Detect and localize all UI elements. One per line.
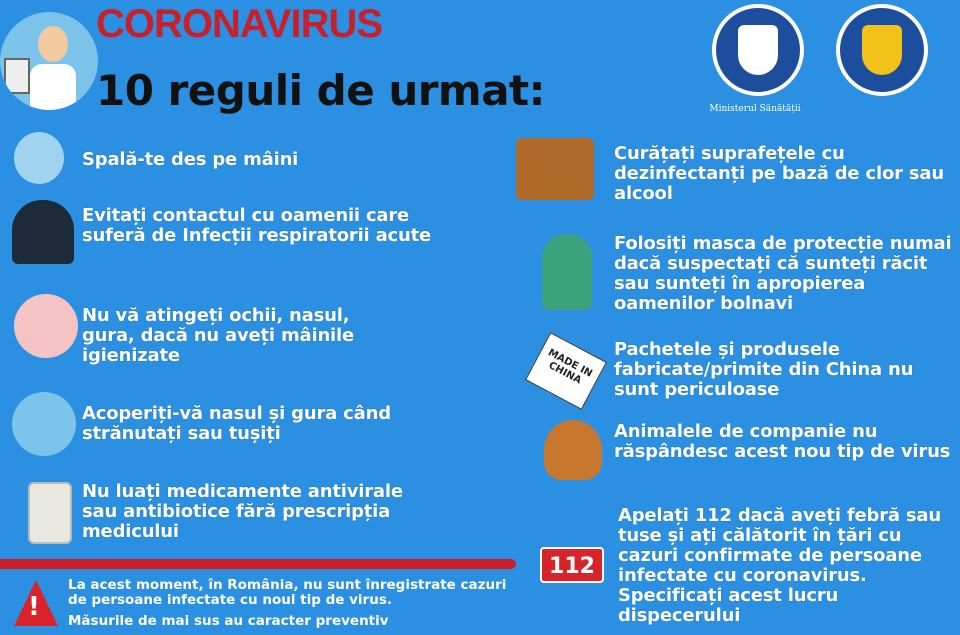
rule-text: Apelați 112 dacă aveți febră sau tuse și ați călătorit în țări cu cazuri confirmate de persoane infectate cu coronavirus. Specificați acest lucru dispecerului: [618, 505, 941, 626]
sneezing-child-icon: [14, 294, 78, 358]
page-title: CORONAVIRUS: [96, 2, 383, 46]
cleaning-child-icon: [516, 138, 594, 200]
sick-person-icon: [12, 200, 74, 264]
coughing-man-icon: [12, 392, 76, 456]
phone-112-icon: 112: [540, 547, 604, 583]
ministry-label: Ministerul Sănătății: [709, 104, 801, 114]
rule-text: Spală-te des pe mâini: [82, 149, 299, 170]
rule-text: Animalele de companie nu răspândesc acest nou tip de virus: [614, 421, 951, 462]
dsu-seal-logo: [836, 4, 928, 96]
footer-preventive-note: Măsurile de mai sus au caracter preventiv: [68, 613, 389, 629]
mask-person-icon: [542, 234, 592, 310]
rule-text: Nu luați medicamente antivirale sau antibiotice fără prescripția medicului: [82, 481, 403, 542]
rule-text: Nu vă atingeți ochii, nasul, gura, dacă nu aveți mâinile igienizate: [82, 305, 355, 366]
handwash-icon: [14, 132, 64, 184]
warning-mark: !: [28, 592, 40, 622]
footer-note: La acest moment, în România, nu sunt înregistrate cazuri de persoane infectate cu noul tip de virus.: [68, 577, 507, 608]
rule-text: Pachetele și produsele fabricate/primite din China nu sunt periculoase: [614, 339, 914, 400]
divider-bar: [0, 559, 516, 569]
government-seal-logo: [712, 4, 804, 96]
made-in-china-tag-icon: MADE IN CHINA: [525, 332, 607, 410]
rule-text: Acoperiți-vă nasul și gura când strănutați sau tușiți: [82, 403, 391, 444]
pills-icon: [28, 482, 72, 544]
dog-icon: [544, 420, 602, 480]
doctor-icon: [0, 12, 98, 110]
rule-text: Evitați contactul cu oamenii care suferă de Infecții respiratorii acute: [82, 205, 432, 246]
rule-text: Curățați suprafețele cu dezinfectanți pe bază de clor sau alcool: [614, 143, 944, 204]
page-subtitle: 10 reguli de urmat:: [96, 66, 545, 115]
rule-text: Folosiți masca de protecție numai dacă suspectați că sunteți răcit sau sunteți în apropierea oamenilor bolnavi: [614, 233, 952, 314]
